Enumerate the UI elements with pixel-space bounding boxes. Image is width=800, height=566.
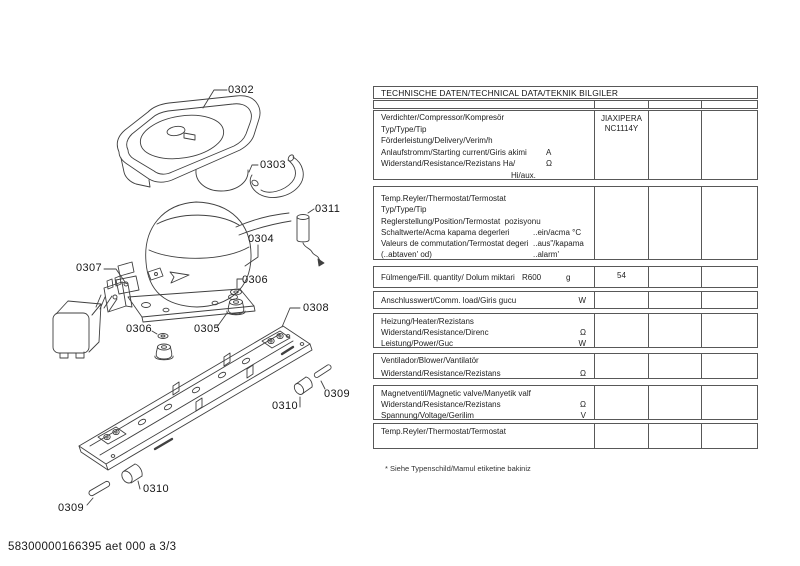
row-label: Heizung/Heater/Rezistans	[381, 317, 474, 326]
row-label: (..abtaven' od) ..alarm'	[381, 250, 559, 260]
value-cell	[595, 354, 649, 378]
row-label: Ventilador/Blower/Vantilatör	[381, 356, 479, 365]
callout-0310-a: 0310	[272, 400, 299, 412]
value-cell	[595, 292, 649, 308]
value-cell	[702, 267, 757, 287]
row-label: Temp.Reyler/Thermostat/Termostat	[381, 194, 506, 203]
row-label: Widerstand/Resistance/Rezistans Ω	[381, 368, 594, 381]
relay-0307	[96, 276, 132, 312]
value-cell	[595, 386, 649, 419]
callout-0306-a: 0306	[242, 274, 269, 286]
value-cell	[702, 111, 757, 179]
table-block-blower	[373, 353, 758, 379]
compressor-model: NC1114Y	[604, 123, 639, 133]
value-cell	[649, 111, 702, 179]
value-cell	[702, 292, 757, 308]
table-block-thermostat	[373, 186, 758, 260]
table-block-magnetic-valve	[373, 385, 758, 420]
unit: V	[580, 411, 586, 420]
value-cell	[702, 354, 757, 378]
value-cell	[595, 267, 649, 287]
fill-quantity-value: 54	[617, 271, 626, 280]
compressor-brand: JIAXIPERA	[601, 114, 642, 123]
switch-value: ..alarm'	[533, 250, 559, 260]
tray-0302	[117, 96, 260, 191]
callout-0307: 0307	[76, 262, 103, 274]
callout-0305: 0305	[194, 323, 221, 335]
callout-0308: 0308	[303, 302, 330, 314]
refrigerant-type: R600	[522, 273, 542, 282]
row-label: Fülmenge/Fill. quantity/ Dolum miktari	[381, 273, 515, 282]
leader-lines	[87, 90, 325, 505]
value-cell	[649, 292, 702, 308]
unit: g	[566, 273, 571, 282]
value-cell	[649, 354, 702, 378]
row-label: Anlaufstromm/Starting current/Giris akimi A	[381, 147, 552, 157]
table-block-fill-quantity	[373, 266, 758, 288]
row-label: Leistung/Power/Guc W	[381, 339, 586, 348]
row-label: Anschlusswert/Comm. load/Giris gucu W	[381, 296, 586, 305]
grommet-set-b	[155, 334, 173, 360]
spacer-0310-b	[120, 464, 142, 485]
relay-cover	[53, 301, 101, 358]
value-cell	[595, 314, 649, 347]
callout-0309-a: 0309	[324, 388, 351, 400]
value-cell	[702, 424, 757, 448]
unit: A	[546, 147, 552, 157]
switch-value: ..ein/acma °C	[533, 227, 582, 237]
row-label: Temp.Reyler/Thermostat/Termostat	[381, 427, 506, 436]
row-label: Reglerstellung/Position/Termostat pozisyonu	[381, 216, 541, 226]
unit: W	[578, 339, 586, 348]
row-label: Typ/Type/Tip	[381, 124, 427, 134]
pin-0309-a	[313, 364, 332, 379]
table-spacer-row	[373, 100, 758, 109]
callout-0302: 0302	[228, 84, 255, 96]
row-label: Magnetventil/Magnetic valve/Manyetik valf	[381, 389, 531, 398]
row-label: Widerstand/Resistance/Rezistans Ha/ Ω	[381, 159, 552, 169]
row-label: Valeurs de commutation/Termostat degeri ..aus"/kapama	[381, 239, 584, 249]
spacer-cell	[595, 101, 649, 108]
value-cell	[649, 386, 702, 419]
footnote: * Siehe Typenschild/Mamul etiketine bakiniz	[385, 464, 531, 473]
callout-0304: 0304	[248, 233, 275, 245]
row-label: Spannung/Voltage/Gerilim V	[381, 411, 586, 420]
document-code: 58300000166395 aet 000 a 3/3	[8, 541, 177, 553]
pin-0309-b	[88, 480, 111, 496]
row-label: Typ/Type/Tip	[381, 205, 427, 215]
row-label: Förderleistung/Delivery/Verim/h	[381, 136, 493, 146]
grommet-set-a	[227, 289, 245, 315]
spacer-cell	[702, 101, 757, 108]
switch-value: ..aus"/kapama	[533, 239, 584, 249]
value-cell	[649, 424, 702, 448]
spacer-cell	[374, 101, 595, 108]
row-label: Widerstand/Resistance/Direnc Ω	[381, 328, 586, 337]
callout-0306-b: 0306	[126, 323, 153, 335]
spacer-cell	[649, 101, 702, 108]
table-block-heater	[373, 313, 758, 348]
value-cell	[595, 111, 649, 179]
callout-0303: 0303	[260, 159, 287, 171]
callout-0311: 0311	[315, 203, 341, 215]
row-label: Hi/aux.	[511, 170, 536, 180]
callout-0309-b: 0309	[58, 502, 85, 514]
exploded-diagram	[0, 0, 375, 566]
value-cell	[595, 187, 649, 259]
table-block-thermostat-2	[373, 423, 758, 449]
capacitor-0311	[297, 215, 324, 267]
unit: W	[578, 296, 586, 305]
unit: Ω	[580, 368, 586, 378]
mounting-rail-0308	[79, 326, 312, 470]
row-label: Widerstand/Resistance/Rezistans Ω	[381, 400, 586, 409]
value-cell	[595, 424, 649, 448]
table-title: TECHNISCHE DATEN/TECHNICAL DATA/TEKNIK BILGILER	[381, 87, 619, 98]
table-block-connected-load	[373, 291, 758, 309]
row-label: Verdichter/Compressor/Kompresör	[381, 113, 505, 122]
value-cell	[702, 187, 757, 259]
unit: Ω	[580, 400, 586, 409]
row-label: Schaltwerte/Acma kapama degerleri ..ein/acma °C	[381, 227, 582, 237]
table-title-row	[373, 86, 758, 99]
value-cell	[649, 187, 702, 259]
callout-0310-b: 0310	[143, 483, 170, 495]
compressor-0304	[104, 202, 291, 322]
value-cell	[702, 386, 757, 419]
unit: Ω	[580, 328, 586, 337]
unit: Ω	[546, 159, 552, 169]
value-cell	[702, 314, 757, 347]
value-cell	[649, 267, 702, 287]
table-block-compressor	[373, 110, 758, 180]
spacer-0310-a	[292, 377, 312, 396]
value-cell	[649, 314, 702, 347]
